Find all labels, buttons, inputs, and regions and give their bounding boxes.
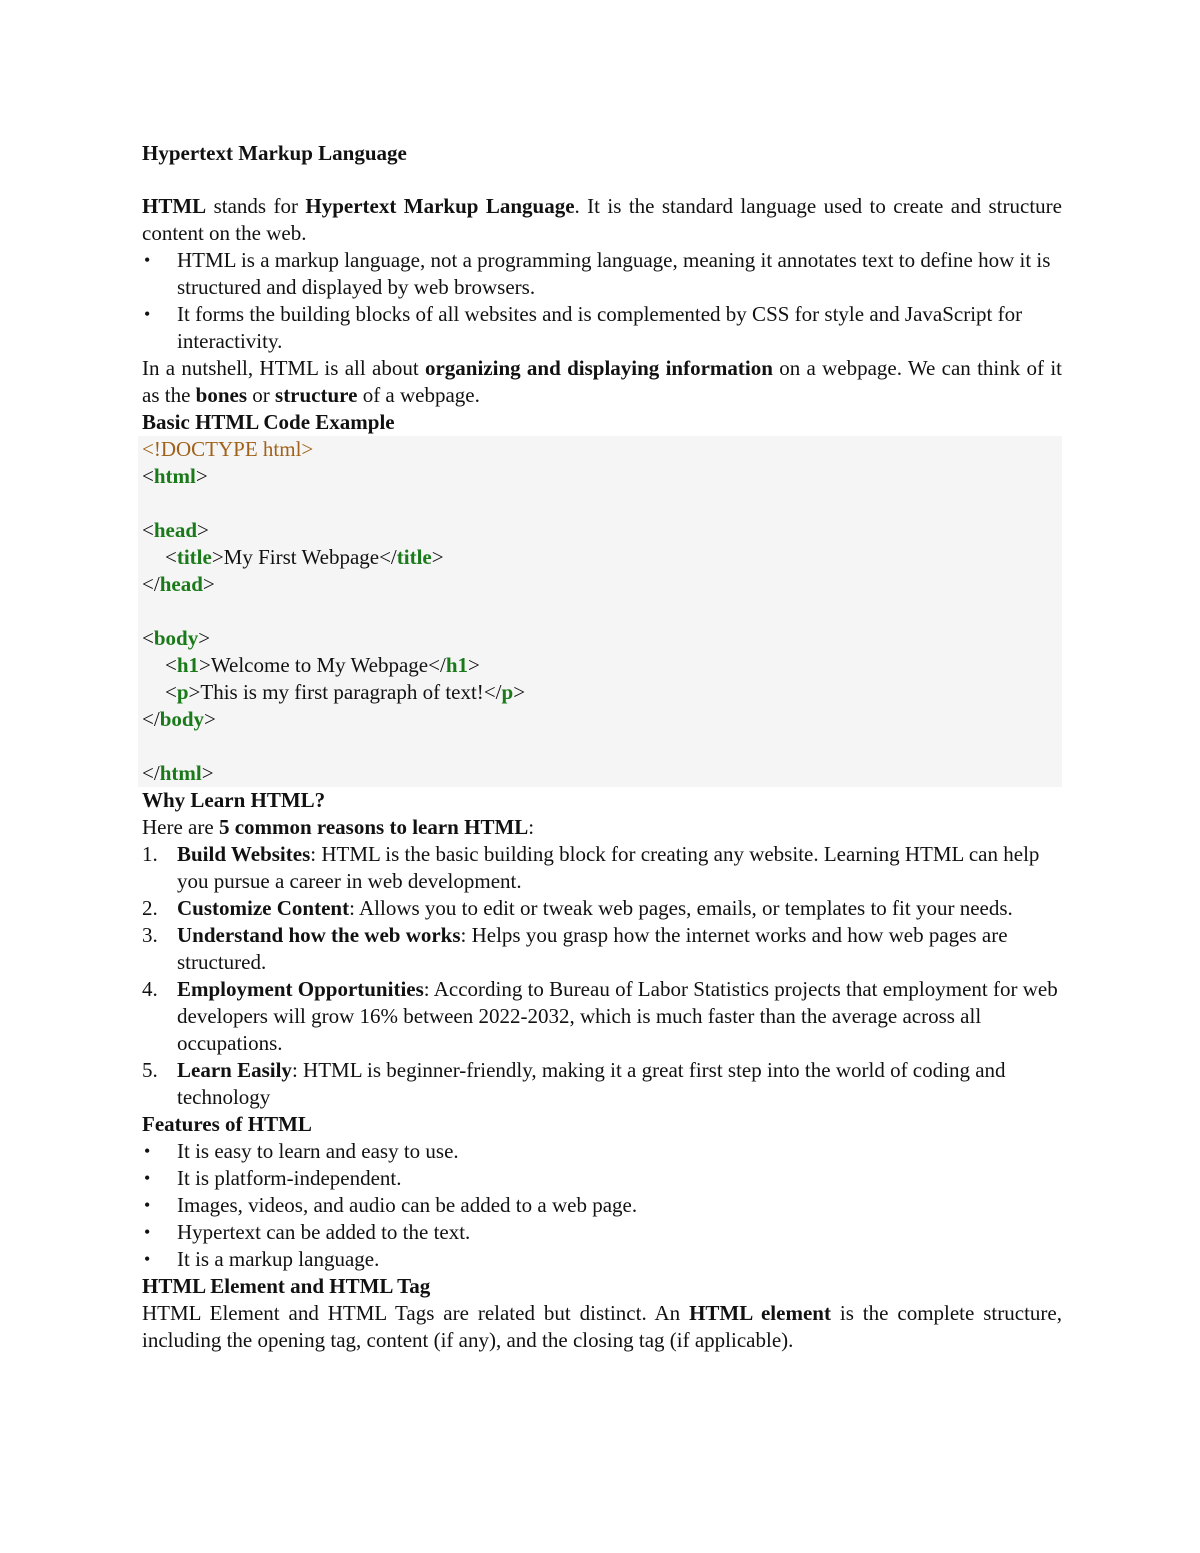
code-line — [142, 463, 1062, 490]
code-bracket: > — [202, 572, 215, 596]
list-item-text: : Helps you grasp how the internet works and how web pages are structured. — [177, 923, 1008, 974]
code-bracket: > — [195, 464, 208, 488]
intro-text: stands for — [206, 194, 306, 218]
code-bracket: > — [204, 707, 216, 731]
code-tag: head — [159, 572, 203, 596]
nutshell-text: or — [247, 383, 276, 407]
list-item-bold: Understand how the web works — [177, 923, 461, 947]
code-line — [142, 706, 1062, 733]
element-tag-bold: HTML element — [689, 1301, 831, 1325]
code-tag: p — [501, 680, 514, 704]
code-tag: h1 — [445, 653, 468, 677]
code-text: My First Webpage — [223, 545, 380, 569]
list-item-text: : Allows you to edit or tweak web pages, emails, or templates to fit your needs. — [349, 896, 1013, 920]
code-bracket: < — [165, 680, 177, 704]
nutshell-text: on a webpage. We can think of it as the — [142, 356, 1062, 407]
list-number: 2. — [142, 896, 158, 920]
document-title: Hypertext Markup Language — [142, 141, 407, 165]
code-line — [142, 760, 1062, 787]
code-heading: Basic HTML Code Example — [142, 410, 395, 434]
element-tag-paragraph — [142, 1300, 1062, 1354]
code-bracket: < — [142, 626, 154, 650]
code-text: Welcome to My Webpage — [210, 653, 429, 677]
list-item-text: : HTML is beginner-friendly, making it a great first step into the world of coding and technology — [177, 1058, 1006, 1109]
features-heading: Features of HTML — [142, 1112, 312, 1136]
code-bracket: </ — [142, 572, 160, 596]
list-item — [142, 922, 1062, 976]
nutshell-bold: bones — [195, 383, 248, 407]
nutshell-bold: structure — [275, 383, 358, 407]
list-item-text: : HTML is the basic building block for creating any website. Learning HTML can help you pursue a career in web development. — [177, 842, 1040, 893]
nutshell-bold: organizing and displaying information — [424, 356, 773, 380]
why-intro-text: Here are — [142, 815, 219, 839]
code-bracket: > — [211, 545, 224, 569]
code-line — [142, 652, 1062, 679]
code-blank-line — [142, 733, 1062, 760]
code-line — [142, 436, 1062, 463]
list-number: 5. — [142, 1058, 158, 1082]
list-item — [142, 895, 1062, 922]
code-bracket: </ — [483, 680, 502, 704]
code-block — [138, 436, 1062, 787]
intro-bold-html: HTML — [142, 194, 207, 218]
code-tag: body — [159, 707, 205, 731]
nutshell-text: of a webpage. — [357, 383, 480, 407]
list-item-bold: Build Websites — [177, 842, 311, 866]
features-bullet-list — [142, 1138, 1062, 1273]
code-tag: title — [176, 545, 212, 569]
code-bracket: > — [197, 518, 209, 542]
code-line — [142, 544, 1062, 571]
code-bracket: < — [142, 464, 154, 488]
code-bracket: > — [199, 653, 211, 677]
element-tag-text: is the complete structure, including the opening tag, content (if any), and the closing tag (if applicable). — [142, 1301, 1062, 1352]
code-tag: html — [153, 464, 196, 488]
code-bracket: </ — [379, 545, 397, 569]
nutshell-paragraph — [142, 355, 1062, 409]
code-bracket: < — [165, 653, 177, 677]
list-item — [142, 841, 1062, 895]
spacer — [142, 170, 1062, 193]
code-bracket: > — [198, 626, 211, 650]
code-blank-line — [142, 598, 1062, 625]
list-number: 4. — [142, 977, 158, 1001]
list-item-text: : According to Bureau of Labor Statistics projects that employment for web developers will grow 16% between 2022-2032, which is much faster than the average across all occupations. — [177, 977, 1058, 1055]
code-tag: h1 — [176, 653, 200, 677]
code-bracket: > — [513, 680, 526, 704]
why-intro-text: : — [528, 815, 535, 839]
code-bracket: > — [468, 653, 480, 677]
code-tag: head — [153, 518, 198, 542]
code-bracket: > — [188, 680, 201, 704]
code-tag: title — [396, 545, 432, 569]
code-bracket: < — [142, 518, 154, 542]
element-tag-heading: HTML Element and HTML Tag — [142, 1274, 431, 1298]
code-bracket: < — [165, 545, 177, 569]
code-tag: html — [159, 761, 202, 785]
list-item-bold: Learn Easily — [177, 1058, 292, 1082]
code-blank-line — [142, 490, 1062, 517]
element-tag-text: HTML Element and HTML Tags are related but distinct. An — [142, 1301, 690, 1325]
code-bracket: </ — [142, 707, 160, 731]
list-item: • It is easy to learn and easy to use. — [142, 1138, 1062, 1165]
list-item: • It forms the building blocks of all websites and is complemented by CSS for style and JavaScript for interactivity. — [142, 301, 1062, 355]
code-tag: body — [153, 626, 199, 650]
code-bracket: > — [201, 761, 214, 785]
list-item: • It is platform-independent. — [142, 1165, 1062, 1192]
list-item-bold: Customize Content — [177, 896, 350, 920]
code-line — [142, 571, 1062, 598]
why-intro — [142, 814, 1062, 841]
code-bracket: > — [431, 545, 444, 569]
code-line — [142, 625, 1062, 652]
intro-bold-hypertext: Hypertext Markup Language — [305, 194, 575, 218]
code-bracket: </ — [428, 653, 446, 677]
list-item-bold: Employment Opportunities — [177, 977, 424, 1001]
why-numbered-list — [142, 841, 1062, 1111]
list-item — [142, 976, 1062, 1057]
code-text: This is my first paragraph of text! — [200, 680, 484, 704]
intro-bullet-list — [142, 247, 1062, 355]
code-tag: p — [176, 680, 189, 704]
document-content — [142, 140, 1062, 1354]
code-line — [142, 517, 1062, 544]
list-item — [142, 1057, 1062, 1111]
code-bracket: </ — [142, 761, 160, 785]
why-heading: Why Learn HTML? — [142, 788, 326, 812]
list-number: 3. — [142, 923, 158, 947]
intro-text: . It is the standard language used to create and structure content on the web. — [142, 194, 1062, 245]
code-doctype: <!DOCTYPE html> — [142, 437, 314, 461]
list-number: 1. — [142, 842, 158, 866]
intro-paragraph — [142, 193, 1062, 247]
list-item: • HTML is a markup language, not a programming language, meaning it annotates text to define how it is structured and displayed by web browsers. — [142, 247, 1062, 301]
list-item: • It is a markup language. — [142, 1246, 1062, 1273]
code-line — [142, 679, 1062, 706]
list-item: • Hypertext can be added to the text. — [142, 1219, 1062, 1246]
nutshell-text: In a nutshell, HTML is all about — [142, 356, 425, 380]
list-item: • Images, videos, and audio can be added to a web page. — [142, 1192, 1062, 1219]
why-intro-bold: 5 common reasons to learn HTML — [218, 815, 529, 839]
